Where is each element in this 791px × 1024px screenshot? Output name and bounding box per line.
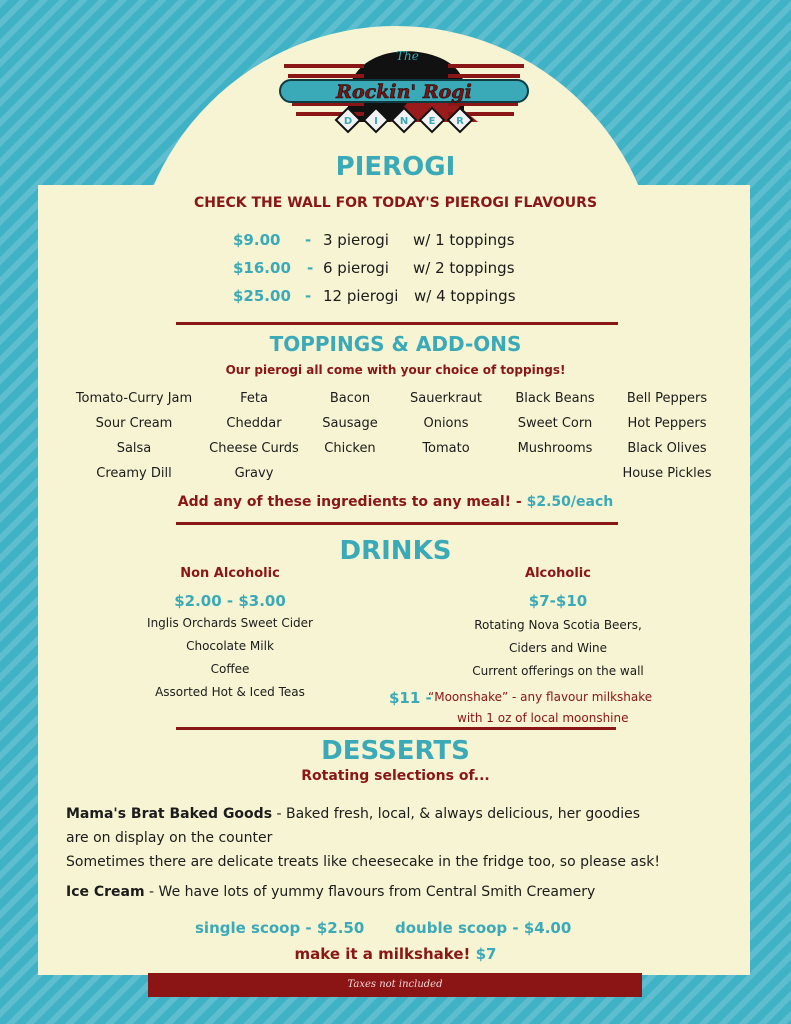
- addon-text: Add any of these ingredients to any meal! -: [177, 494, 522, 510]
- moonshake-line1: “Moonshake” - any flavour milkshake: [428, 690, 653, 704]
- logo-diner-letter: R: [456, 116, 464, 127]
- topping-item: Sauerkraut: [410, 391, 482, 406]
- drink-item: Coffee: [210, 662, 250, 676]
- logo-diner-letter: I: [374, 116, 378, 127]
- pierogi-title: PIEROGI: [335, 152, 456, 182]
- topping-item: Creamy Dill: [96, 466, 172, 481]
- pierogi-option-toppings: w/ 2 toppings: [413, 259, 515, 277]
- pierogi-option-toppings: w/ 4 toppings: [414, 287, 516, 305]
- taxes-note: Taxes not included: [347, 979, 443, 990]
- addon-price: $2.50/each: [526, 494, 614, 510]
- toppings-title: TOPPINGS & ADD-ONS: [269, 332, 522, 356]
- topping-item: Salsa: [116, 441, 152, 456]
- pierogi-option-price: $25.00: [233, 287, 291, 305]
- alcoholic-price: $7-$10: [528, 592, 588, 610]
- addon-line: [0, 494, 791, 510]
- topping-item: Black Olives: [627, 441, 707, 456]
- logo-diner-letter: E: [428, 116, 436, 127]
- pierogi-option-count: 3 pierogi: [323, 231, 389, 249]
- mama-brat-text: - Baked fresh, local, & always delicious, her goodies: [272, 806, 641, 822]
- topping-item: Onions: [423, 416, 469, 431]
- fridge-note: Sometimes there are delicate treats like cheesecake in the fridge too, so please ask!: [66, 854, 661, 870]
- pierogi-option-price: $9.00: [233, 231, 281, 249]
- topping-item: Mushrooms: [517, 441, 593, 456]
- moonshake-price: $11 -: [389, 689, 432, 707]
- non-alcoholic-price: $2.00 - $3.00: [174, 592, 286, 610]
- ice-cream-line: [66, 884, 595, 900]
- desserts-title: DESSERTS: [321, 736, 470, 766]
- mama-brat-name: Mama's Brat Baked Goods: [66, 806, 273, 822]
- drinks-title: DRINKS: [339, 536, 452, 566]
- section-divider: [176, 522, 618, 525]
- mama-brat-line: [66, 806, 640, 822]
- desserts-subtitle: Rotating selections of...: [301, 768, 490, 784]
- topping-item: Cheese Curds: [209, 441, 299, 456]
- drink-item: Chocolate Milk: [186, 639, 274, 653]
- ice-cream-text: - We have lots of yummy flavours from Central Smith Creamery: [144, 884, 596, 900]
- topping-item: Bacon: [329, 391, 371, 406]
- single-scoop-price: single scoop - $2.50: [195, 919, 365, 937]
- topping-item: Sour Cream: [95, 416, 173, 431]
- toppings-subtitle: Our pierogi all come with your choice of toppings!: [225, 363, 566, 377]
- topping-item: Sausage: [322, 416, 378, 431]
- mama-brat-line2: are on display on the counter: [66, 830, 273, 846]
- pierogi-option-count: 12 pierogi: [323, 287, 399, 305]
- pierogi-wall-note: CHECK THE WALL FOR TODAY'S PIEROGI FLAVOURS: [193, 195, 598, 211]
- topping-item: Sweet Corn: [517, 416, 593, 431]
- drink-item: Ciders and Wine: [508, 641, 608, 655]
- section-divider: [176, 322, 618, 325]
- section-divider: [176, 727, 616, 730]
- non-alcoholic-heading: Non Alcoholic: [180, 566, 280, 581]
- pierogi-option-dash: -: [307, 259, 314, 277]
- topping-item: Tomato-Curry Jam: [75, 391, 193, 406]
- drink-item: Rotating Nova Scotia Beers,: [474, 618, 642, 632]
- topping-item: Gravy: [234, 466, 274, 481]
- taxes-note-bar: [148, 973, 642, 997]
- topping-item: Hot Peppers: [627, 416, 707, 431]
- pierogi-option-price: $16.00: [233, 259, 291, 277]
- drink-item: Current offerings on the wall: [472, 664, 644, 678]
- topping-item: Chicken: [324, 441, 376, 456]
- moonshake-line2: with 1 oz of local moonshine: [457, 711, 629, 725]
- logo-name-text: Rockin' Rogi: [336, 81, 472, 103]
- pierogi-option-dash: -: [305, 231, 312, 249]
- logo-diner-letter: N: [399, 116, 409, 127]
- topping-item: Tomato: [422, 441, 470, 456]
- alcoholic-heading: Alcoholic: [525, 566, 591, 581]
- drink-item: Assorted Hot & Iced Teas: [155, 685, 305, 699]
- pierogi-option-count: 6 pierogi: [323, 259, 389, 277]
- logo-diner-letter: D: [343, 116, 353, 127]
- milkshake-text: make it a milkshake!: [294, 945, 471, 963]
- milkshake-price: $7: [475, 945, 497, 963]
- drink-item: Inglis Orchards Sweet Cider: [147, 616, 313, 630]
- pierogi-option-dash: -: [305, 287, 312, 305]
- logo-the-text: The: [396, 49, 419, 63]
- topping-item: Feta: [240, 391, 268, 406]
- rockin-rogi-logo: [278, 42, 530, 138]
- topping-item: Black Beans: [515, 391, 595, 406]
- pierogi-option-toppings: w/ 1 toppings: [413, 231, 515, 249]
- topping-item: Bell Peppers: [626, 391, 708, 406]
- ice-cream-name: Ice Cream: [66, 884, 145, 900]
- milkshake-line: [0, 945, 791, 963]
- topping-item: Cheddar: [226, 416, 282, 431]
- double-scoop-price: double scoop - $4.00: [395, 919, 572, 937]
- topping-item: House Pickles: [622, 466, 712, 481]
